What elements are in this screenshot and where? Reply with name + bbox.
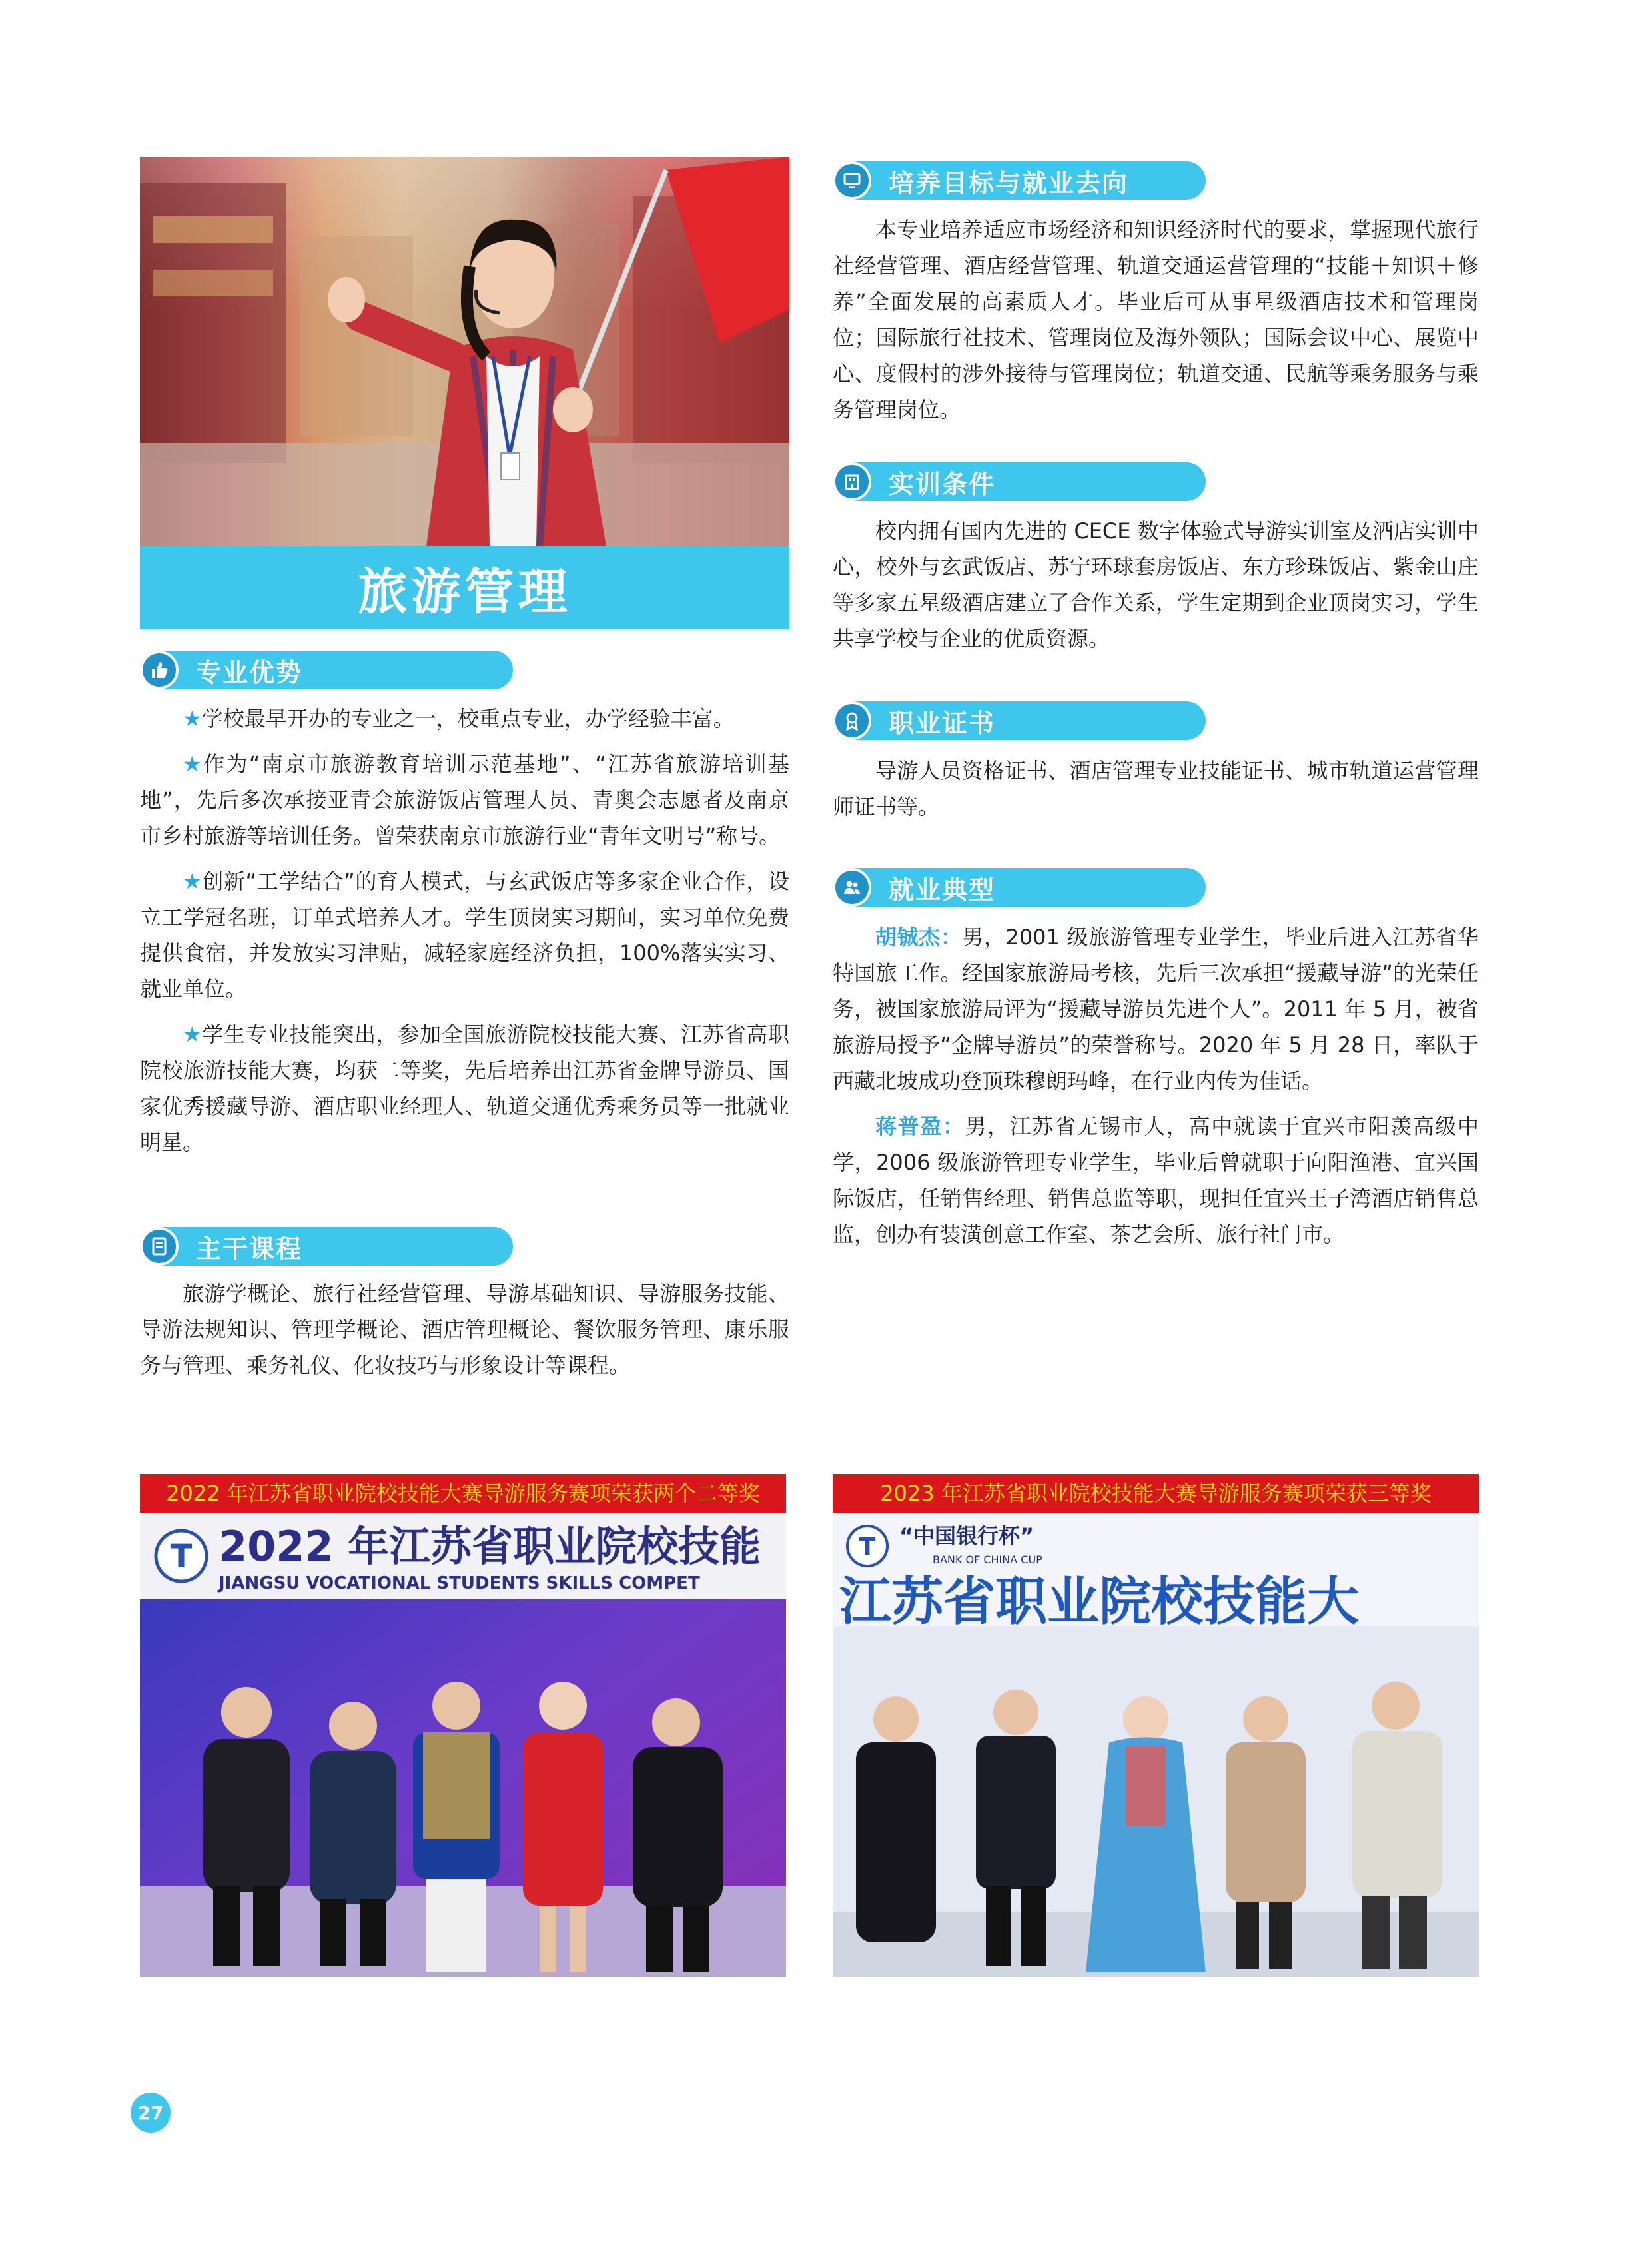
photo-caption: 2023 年江苏省职业院校技能大赛导游服务赛项荣获三等奖 [833, 1474, 1479, 1513]
hero-banner [140, 157, 789, 629]
award-photo-2023 [833, 1474, 1479, 1977]
employment-cases [833, 919, 1479, 1262]
section-header-training [833, 462, 1206, 501]
star-icon: ★ [183, 706, 202, 731]
paragraph: 校内拥有国内先进的 CECE 数字体验式导游实训室及酒店实训中心，校外与玄武饭店、苏宁环球套房饭店、东方珍珠饭店、紫金山庄等多家五星级酒店建立了合作关系，学生定期到企业顶岗实习，学生共享学校与企业的优质资源。 [833, 518, 1479, 651]
section-title: 培养目标与就业去向 [889, 168, 1129, 198]
list-item: ★学生专业技能突出，参加全国旅游院校技能大赛、江苏省高职院校旅游技能大赛，均获二等奖，先后培养出江苏省金牌导游员、国家优秀援藏导游、酒店职业经理人、轨道交通优秀乘务员等一批就业明星。 [140, 1022, 789, 1155]
goals-text [833, 212, 1479, 437]
section-title: 主干课程 [196, 1234, 303, 1264]
photo-caption: 2022 年江苏省职业院校技能大赛导游服务赛项荣获两个二等奖 [140, 1474, 786, 1513]
section-title: 专业优势 [196, 657, 303, 687]
banner-subtitle: JIANGSU VOCATIONAL STUDENTS SKILLS COMPET [218, 1573, 700, 1593]
section-header-advantages [140, 651, 513, 689]
hero-title-bar [140, 546, 789, 629]
section-title: 实训条件 [889, 469, 996, 499]
case-name: 胡铖杰： [875, 925, 963, 950]
list-item: ★作为“南京市旅游教育培训示范基地”、“江苏省旅游培训基地”，先后多次承接亚青会旅游饭店管理人员、青奥会志愿者及南京市乡村旅游等培训任务。曾荣获南京市旅游行业“青年文明号”称号。 [140, 751, 790, 849]
thumbs-up-icon [140, 651, 179, 689]
page-number: 27 [131, 2093, 171, 2133]
group-photo [833, 1513, 1479, 1977]
award-photo-2022 [140, 1474, 786, 1977]
star-icon: ★ [183, 1022, 203, 1047]
paragraph: 本专业培养适应市场经济和知识经济时代的要求，掌握现代旅行社经营管理、酒店经营管理、轨道交通运营管理的“技能＋知识＋修养”全面发展的高素质人才。毕业后可从事星级酒店技术和管理岗位；国际旅行社技术、管理岗位及海外领队；国际会议中心、展览中心、度假村的涉外接待与管理岗位；轨道交通、民航等乘务服务与乘务管理岗位。 [833, 217, 1479, 422]
group-photo [140, 1513, 786, 1977]
section-header-certificates [833, 701, 1206, 740]
section-header-courses [140, 1227, 513, 1266]
advantages-list [140, 701, 789, 1170]
building-icon [833, 462, 871, 501]
paragraph: 旅游学概论、旅行社经营管理、导游基础知识、导游服务技能、导游法规知识、管理学概论、酒店管理概论、餐饮服务管理、康乐服务与管理、乘务礼仪、化妆技巧与形象设计等课程。 [140, 1281, 789, 1378]
star-icon: ★ [183, 869, 203, 894]
tour-guide-illustration [140, 157, 789, 546]
section-header-goals [833, 161, 1206, 200]
courses-text [140, 1276, 789, 1393]
certificates-text [833, 753, 1479, 834]
star-icon: ★ [183, 751, 204, 777]
case-item: 蒋普盈：男，江苏省无锡市人，高中就读于宜兴市阳羡高级中学，2006 级旅游管理专业学生，毕业后曾就职于向阳渔港、宜兴国际饭店，任销售经理、销售总监等职，现担任宜兴王子湾酒店销售总监，创办有装潢创意工作室、茶艺会所、旅行社门市。 [833, 1114, 1479, 1247]
section-title: 就业典型 [889, 875, 996, 905]
paragraph: 导游人员资格证书、酒店管理专业技能证书、城市轨道运营管理师证书等。 [833, 758, 1479, 819]
people-icon [833, 868, 871, 907]
svg-text:T: T [170, 1538, 193, 1575]
list-item: ★创新“工学结合”的育人模式，与玄武饭店等多家企业合作，设立工学冠名班，订单式培养人才。学生顶岗实习期间，实习单位免费提供食宿，并发放实习津贴，减轻家庭经济负担，100%落实实习、就业单位。 [140, 869, 789, 1002]
case-item: 胡铖杰：男，2001 级旅游管理专业学生，毕业后进入江苏省华特国旅工作。经国家旅游局考核，先后三次承担“援藏导游”的光荣任务，被国家旅游局评为“援藏导游员先进个人”。2011 年 5 月，被省旅游局授予“金牌导游员”的荣誉称号。2020 年 5 月 28 日，率队于西藏北坡成功登顶珠穆朗玛峰，在行业内传为佳话。 [833, 925, 1479, 1094]
book-icon [140, 1227, 179, 1266]
banner-tag-en: BANK OF CHINA CUP [933, 1553, 1042, 1566]
monitor-icon [833, 161, 871, 200]
banner-title: 2022 年江苏省职业院校技能 [218, 1522, 761, 1571]
svg-text:T: T [859, 1533, 876, 1561]
page-title: 旅游管理 [358, 563, 572, 621]
training-text [833, 513, 1479, 666]
medal-icon [833, 701, 871, 740]
hero-photo [140, 157, 789, 546]
banner-tag: “中国银行杯” [899, 1523, 1034, 1549]
case-name: 蒋普盈： [875, 1114, 965, 1139]
section-title: 职业证书 [889, 708, 996, 738]
section-header-employment [833, 868, 1206, 907]
banner-title: 江苏省职业院校技能大 [839, 1572, 1360, 1632]
list-item: ★学校最早开办的专业之一，校重点专业，办学经验丰富。 [183, 706, 735, 731]
